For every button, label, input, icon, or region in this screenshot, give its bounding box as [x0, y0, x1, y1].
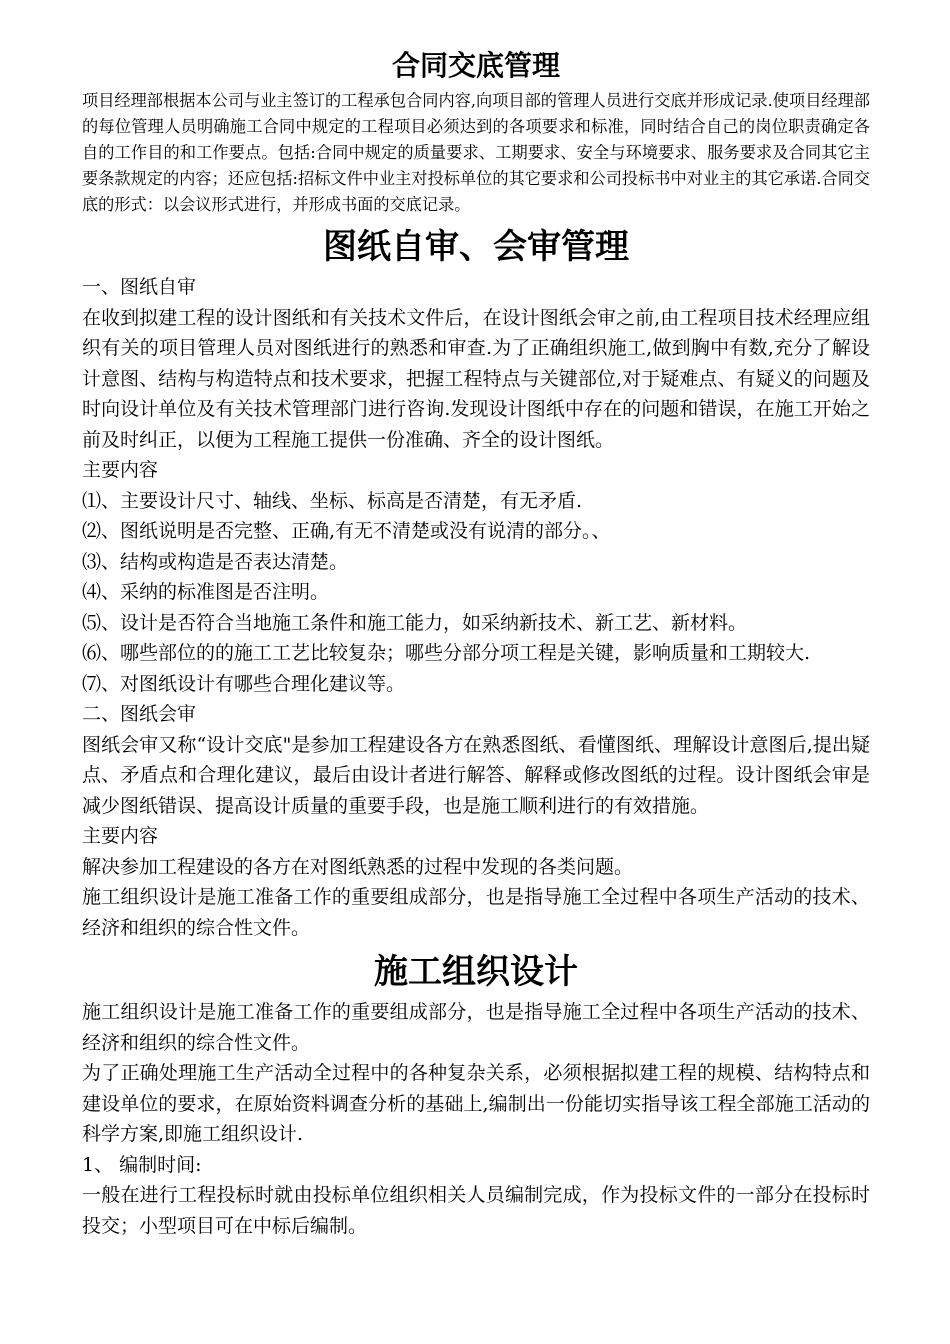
list-item: ⑶、结构或构造是否表达清楚。 [82, 550, 349, 573]
list-item: ⑷、采纳的标准图是否注明。 [82, 581, 330, 603]
list-item: ⑺、对图纸设计有哪些合理化建议等。 [82, 672, 406, 695]
joint-review-heading: 二、图纸会审 [82, 703, 197, 725]
drawing-self-review-body: 在收到拟建工程的设计图纸和有关技术文件后，在设计图纸会审之前,由工程项目技术经理应组织有关的项目管理人员对图纸进行的熟悉和审查.为了正确组织施工,做到胸中有数,充分了解设计意图、结构与构造特点和技术要求，把握工程特点与关键部位,对于疑难点、有疑义的问题及时向设计单位及有关技术管理部门进行咨询.发现设计图纸中存在的问题和错误，在施工开始之前及时纠正，以便为工程施工提供一份准确、齐全的设计图纸。 [82, 306, 870, 451]
section-title-construction-design: 施工组织设计 [374, 952, 578, 992]
construction-design-para-2: 为了正确处理施工生产活动全过程中的各种复杂关系，必须根据拟建工程的规模、结构特点和建设单位的要求，在原始资料调查分析的基础上,编制出一份能切实指导该工程全部施工活动的科学方案,即施工组织设计. [82, 1062, 870, 1145]
joint-review-body: 图纸会审又称“设计交底"是参加工程建设各方在熟悉图纸、看懂图纸、理解设计意图后,提出疑点、矛盾点和合理化建议，最后由设计者进行解答、解释或修改图纸的过程。设计图纸会审是减少图纸错误、提高设计质量的重要手段，也是施工顺利进行的有效措施。 [82, 733, 870, 817]
compile-time-body: 一般在进行工程投标时就由投标单位组织相关人员编制完成，作为投标文件的一部分在投标时投交；小型项目可在中标后编制。 [82, 1184, 870, 1237]
list-item: ⑵、图纸说明是否完整、正确,有无不清楚或没有说清的部分。、 [82, 520, 611, 542]
section-title-contract-briefing: 合同交底管理 [391, 49, 560, 82]
joint-review-item: 解决参加工程建设的各方在对图纸熟悉的过程中发现的各类问题。 [82, 855, 634, 878]
contract-briefing-body: 项目经理部根据本公司与业主签订的工程承包合同内容,向项目部的管理人员进行交底并形成记录.使项目经理部的每位管理人员明确施工合同中规定的工程项目必须达到的各项要求和标准，同时结合自己的岗位职责确定各自的工作目的和工作要点。包括:合同中规定的质量要求、工期要求、安全与环境要求、服务要求及合同其它主要条款规定的内容；还应包括:招标文件中业主对投标单位的其它要求和公司投标书中对业主的其它承诺.合同交底的形式：以会议形式进行，并形成书面的交底记录。 [82, 91, 870, 214]
section-title-drawing-review: 图纸自审、会审管理 [323, 227, 629, 267]
joint-review-tail: 施工组织设计是施工准备工作的重要组成部分，也是指导施工全过程中各项生产活动的技术、经济和组织的综合性文件。 [82, 886, 870, 939]
main-content-label: 主要内容 [82, 825, 159, 847]
list-item: ⑴、主要设计尺寸、轴线、坐标、标高是否清楚，有无矛盾. [82, 489, 583, 512]
main-content-label: 主要内容 [82, 459, 159, 481]
construction-design-para-1: 施工组织设计是施工准备工作的重要组成部分，也是指导施工全过程中各项生产活动的技术、经济和组织的综合性文件。 [82, 1001, 870, 1054]
drawing-self-review-heading: 一、图纸自审 [82, 276, 197, 298]
list-item: ⑸、设计是否符合当地施工条件和施工能力，如采纳新技术、新工艺、新材料。 [82, 611, 748, 634]
compile-time-heading: 1、 编制时间: [82, 1153, 202, 1176]
list-item: ⑹、哪些部位的的施工工艺比较复杂；哪些分部分项工程是关键，影响质量和工期较大. [82, 642, 811, 664]
